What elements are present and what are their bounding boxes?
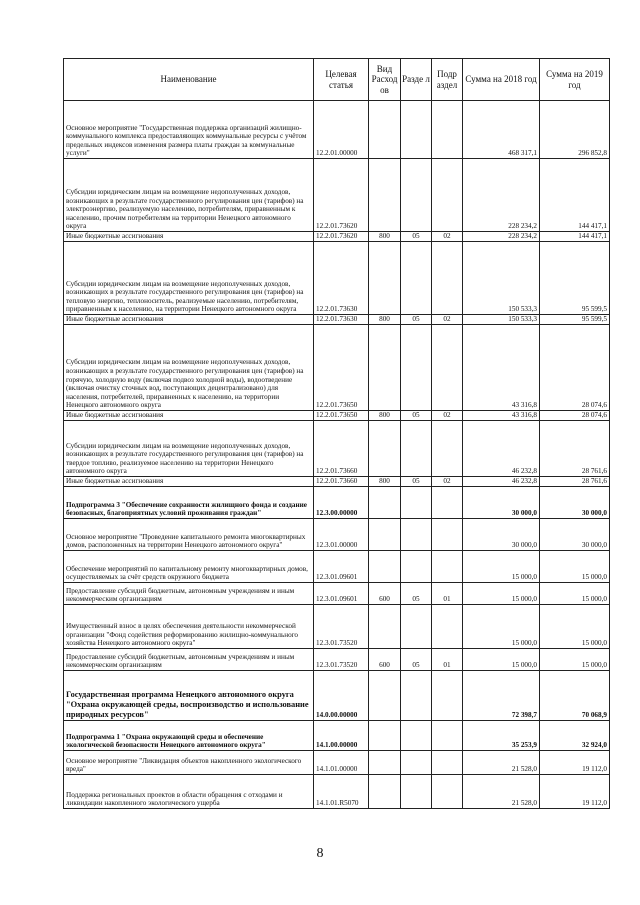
cell-target-article: 12.3.00.00000 xyxy=(314,487,369,519)
cell-subsection xyxy=(432,159,463,232)
table-header-row xyxy=(64,59,610,101)
cell-sum-2018: 228 234,2 xyxy=(463,232,540,242)
cell-target-article: 12.3.01.00000 xyxy=(314,519,369,551)
cell-name: Иные бюджетные ассигнования xyxy=(64,232,314,242)
cell-sum-2018: 15 000,0 xyxy=(463,605,540,649)
cell-subsection xyxy=(432,605,463,649)
cell-sum-2018: 30 000,0 xyxy=(463,519,540,551)
cell-name: Иные бюджетные ассигнования xyxy=(64,315,314,325)
cell-target-article: 12.2.01.73660 xyxy=(314,477,369,487)
cell-expense-type xyxy=(369,775,401,809)
cell-expense-type: 600 xyxy=(369,649,401,671)
cell-section xyxy=(401,605,432,649)
header-subsection: Подр аздел xyxy=(432,59,463,101)
table-row xyxy=(64,671,610,721)
cell-sum-2019: 144 417,1 xyxy=(540,232,610,242)
cell-sum-2019: 28 761,6 xyxy=(540,421,610,477)
table-row xyxy=(64,411,610,421)
cell-name: Основное мероприятие "Государственная поддержка организаций жилищно-коммунального комплекса предоставляющих коммунальные ресурсы с учётом предельных индексов изменения размера платы граждан за коммунальные услуги" xyxy=(64,101,314,159)
cell-subsection xyxy=(432,721,463,751)
cell-sum-2018: 228 234,2 xyxy=(463,159,540,232)
cell-target-article: 12.2.01.73650 xyxy=(314,325,369,411)
table-row xyxy=(64,721,610,751)
page-number: 8 xyxy=(316,846,324,861)
cell-sum-2018: 15 000,0 xyxy=(463,649,540,671)
cell-subsection xyxy=(432,421,463,477)
cell-name: Предоставление субсидий бюджетным, автономным учреждениям и иным некоммерческим организациям xyxy=(64,583,314,605)
table-row xyxy=(64,325,610,411)
cell-expense-type: 800 xyxy=(369,232,401,242)
cell-sum-2019: 28 761,6 xyxy=(540,477,610,487)
cell-target-article: 14.1.01.R5070 xyxy=(314,775,369,809)
cell-sum-2019: 15 000,0 xyxy=(540,551,610,583)
cell-section xyxy=(401,519,432,551)
cell-sum-2018: 43 316,8 xyxy=(463,411,540,421)
cell-section xyxy=(401,751,432,775)
cell-sum-2019: 70 068,9 xyxy=(540,671,610,721)
table-row xyxy=(64,101,610,159)
cell-subsection: 02 xyxy=(432,315,463,325)
cell-name: Иные бюджетные ассигнования xyxy=(64,477,314,487)
cell-sum-2018: 150 533,3 xyxy=(463,315,540,325)
cell-section: 05 xyxy=(401,411,432,421)
cell-sum-2018: 15 000,0 xyxy=(463,583,540,605)
cell-name: Подпрограмма 3 "Обеспечение сохранности жилищного фонда и создание безопасных, благоприятных условий проживания граждан" xyxy=(64,487,314,519)
cell-subsection xyxy=(432,775,463,809)
table-row xyxy=(64,232,610,242)
cell-name: Обеспечение мероприятий по капитальному ремонту многоквартирных домов, осуществляемых за счёт средств окружного бюджета xyxy=(64,551,314,583)
cell-expense-type xyxy=(369,101,401,159)
cell-expense-type xyxy=(369,159,401,232)
cell-subsection: 02 xyxy=(432,232,463,242)
cell-target-article: 12.2.01.00000 xyxy=(314,101,369,159)
cell-name: Субсидии юридическим лицам на возмещение недополученных доходов, возникающих в результате государственного регулирования цен (тарифов) на горячую, холодную воду (включая подвоз холодной воды), водоотведение (включая очистку сточных вод, поступающих децентрализовано) для населения, потребителей, приравненных к населению, на территории Ненецкого автономного округа xyxy=(64,325,314,411)
cell-sum-2019: 30 000,0 xyxy=(540,487,610,519)
cell-name: Иные бюджетные ассигнования xyxy=(64,411,314,421)
header-target-article: Целевая статья xyxy=(314,59,369,101)
cell-target-article: 14.1.00.00000 xyxy=(314,721,369,751)
cell-subsection: 02 xyxy=(432,477,463,487)
cell-sum-2018: 46 232,8 xyxy=(463,477,540,487)
cell-sum-2019: 15 000,0 xyxy=(540,605,610,649)
cell-target-article: 12.3.01.73520 xyxy=(314,605,369,649)
cell-section xyxy=(401,551,432,583)
cell-target-article: 12.3.01.09601 xyxy=(314,583,369,605)
cell-expense-type: 800 xyxy=(369,477,401,487)
cell-target-article: 12.2.01.73660 xyxy=(314,421,369,477)
cell-sum-2019: 95 599,5 xyxy=(540,315,610,325)
cell-subsection xyxy=(432,242,463,315)
cell-expense-type xyxy=(369,751,401,775)
cell-section: 05 xyxy=(401,583,432,605)
cell-sum-2018: 15 000,0 xyxy=(463,551,540,583)
cell-target-article: 12.2.01.73650 xyxy=(314,411,369,421)
cell-target-article: 12.2.01.73620 xyxy=(314,232,369,242)
header-sum-2018: Сумма на 2018 год xyxy=(463,59,540,101)
cell-sum-2019: 28 074,6 xyxy=(540,411,610,421)
table-row xyxy=(64,315,610,325)
cell-subsection xyxy=(432,325,463,411)
cell-expense-type xyxy=(369,519,401,551)
cell-sum-2019: 144 417,1 xyxy=(540,159,610,232)
table-row xyxy=(64,649,610,671)
cell-section: 05 xyxy=(401,477,432,487)
cell-expense-type xyxy=(369,421,401,477)
cell-name: Государственная программа Ненецкого автономного округа "Охрана окружающей среды, воспроизводство и использование природных ресурсов" xyxy=(64,671,314,721)
cell-subsection xyxy=(432,519,463,551)
cell-section xyxy=(401,775,432,809)
cell-target-article: 12.3.01.73520 xyxy=(314,649,369,671)
cell-section xyxy=(401,671,432,721)
table-row xyxy=(64,605,610,649)
cell-sum-2019: 19 112,0 xyxy=(540,775,610,809)
cell-target-article: 14.0.00.00000 xyxy=(314,671,369,721)
cell-expense-type xyxy=(369,605,401,649)
cell-subsection xyxy=(432,551,463,583)
cell-name: Имущественный взнос в целях обеспечения деятельности некоммерческой организации "Фонд содействия реформированию жилищно-коммунального хозяйства Ненецкого автономного округа" xyxy=(64,605,314,649)
cell-name: Поддержка региональных проектов в области обращения с отходами и ликвидации накопленного экологического ущерба xyxy=(64,775,314,809)
header-expense-type: Вид Расход ов xyxy=(369,59,401,101)
cell-section xyxy=(401,101,432,159)
cell-name: Основное мероприятие "Ликвидация объектов накопленного экологического вреда" xyxy=(64,751,314,775)
table-row xyxy=(64,242,610,315)
table-row xyxy=(64,583,610,605)
table-row xyxy=(64,477,610,487)
cell-subsection: 01 xyxy=(432,649,463,671)
cell-section xyxy=(401,487,432,519)
cell-target-article: 12.2.01.73630 xyxy=(314,242,369,315)
header-sum-2019: Сумма на 2019 год xyxy=(540,59,610,101)
cell-sum-2019: 32 924,0 xyxy=(540,721,610,751)
cell-section: 05 xyxy=(401,232,432,242)
cell-sum-2018: 21 528,0 xyxy=(463,751,540,775)
header-section: Разде л xyxy=(401,59,432,101)
cell-target-article: 12.2.01.73620 xyxy=(314,159,369,232)
table-body xyxy=(64,101,610,809)
cell-section xyxy=(401,421,432,477)
cell-sum-2018: 72 398,7 xyxy=(463,671,540,721)
cell-expense-type: 600 xyxy=(369,583,401,605)
cell-sum-2019: 95 599,5 xyxy=(540,242,610,315)
cell-subsection xyxy=(432,671,463,721)
cell-sum-2019: 19 112,0 xyxy=(540,751,610,775)
cell-sum-2018: 35 253,9 xyxy=(463,721,540,751)
cell-name: Предоставление субсидий бюджетным, автономным учреждениям и иным некоммерческим организациям xyxy=(64,649,314,671)
cell-section: 05 xyxy=(401,649,432,671)
cell-expense-type xyxy=(369,551,401,583)
table-row xyxy=(64,751,610,775)
cell-expense-type xyxy=(369,671,401,721)
cell-subsection: 01 xyxy=(432,583,463,605)
cell-section xyxy=(401,159,432,232)
cell-expense-type: 800 xyxy=(369,315,401,325)
cell-sum-2018: 46 232,8 xyxy=(463,421,540,477)
cell-section xyxy=(401,242,432,315)
cell-name: Субсидии юридическим лицам на возмещение недополученных доходов, возникающих в результате государственного регулирования цен (тарифов) на твердое топливо, реализуемое населению на территории Ненецкого автономного округа xyxy=(64,421,314,477)
cell-expense-type xyxy=(369,325,401,411)
cell-target-article: 12.3.01.09601 xyxy=(314,551,369,583)
cell-expense-type xyxy=(369,242,401,315)
cell-target-article: 12.2.01.73630 xyxy=(314,315,369,325)
cell-sum-2018: 468 317,1 xyxy=(463,101,540,159)
cell-sum-2018: 30 000,0 xyxy=(463,487,540,519)
budget-table-sheet xyxy=(63,58,609,809)
table-row xyxy=(64,551,610,583)
table-row xyxy=(64,519,610,551)
table-row xyxy=(64,159,610,232)
budget-table xyxy=(63,58,610,809)
cell-section xyxy=(401,721,432,751)
table-row xyxy=(64,775,610,809)
cell-subsection: 02 xyxy=(432,411,463,421)
cell-sum-2019: 28 074,6 xyxy=(540,325,610,411)
cell-subsection xyxy=(432,487,463,519)
table-row xyxy=(64,487,610,519)
cell-sum-2019: 15 000,0 xyxy=(540,649,610,671)
cell-sum-2019: 296 852,8 xyxy=(540,101,610,159)
table-row xyxy=(64,421,610,477)
cell-sum-2019: 30 000,0 xyxy=(540,519,610,551)
cell-subsection xyxy=(432,751,463,775)
cell-expense-type: 800 xyxy=(369,411,401,421)
cell-name: Субсидии юридическим лицам на возмещение недополученных доходов, возникающих в результате государственного регулирования цен (тарифов) на тепловую энергию, теплоноситель, реализуемые населению, потребителям, приравненным к населению, на территории Ненецкого автономного округа xyxy=(64,242,314,315)
cell-subsection xyxy=(432,101,463,159)
cell-sum-2018: 43 316,8 xyxy=(463,325,540,411)
cell-name: Субсидии юридическим лицам на возмещение недополученных доходов, возникающих в результате государственного регулирования цен (тарифов) на электроэнергию, реализуемую населению, потребителям, приравненным к населению, прочим потребителям на территории Ненецкого автономного округа xyxy=(64,159,314,232)
cell-sum-2019: 15 000,0 xyxy=(540,583,610,605)
cell-section: 05 xyxy=(401,315,432,325)
cell-sum-2018: 150 533,3 xyxy=(463,242,540,315)
cell-target-article: 14.1.01.00000 xyxy=(314,751,369,775)
header-name: Наименование xyxy=(64,59,314,101)
cell-expense-type xyxy=(369,721,401,751)
cell-expense-type xyxy=(369,487,401,519)
cell-name: Подпрограмма 1 "Охрана окружающей среды и обеспечение экологической безопасности Ненецкого автономного округа" xyxy=(64,721,314,751)
cell-name: Основное мероприятие "Проведение капитального ремонта многоквартирных домов, расположенных на территории Ненецкого автономного округа" xyxy=(64,519,314,551)
cell-section xyxy=(401,325,432,411)
cell-sum-2018: 21 528,0 xyxy=(463,775,540,809)
